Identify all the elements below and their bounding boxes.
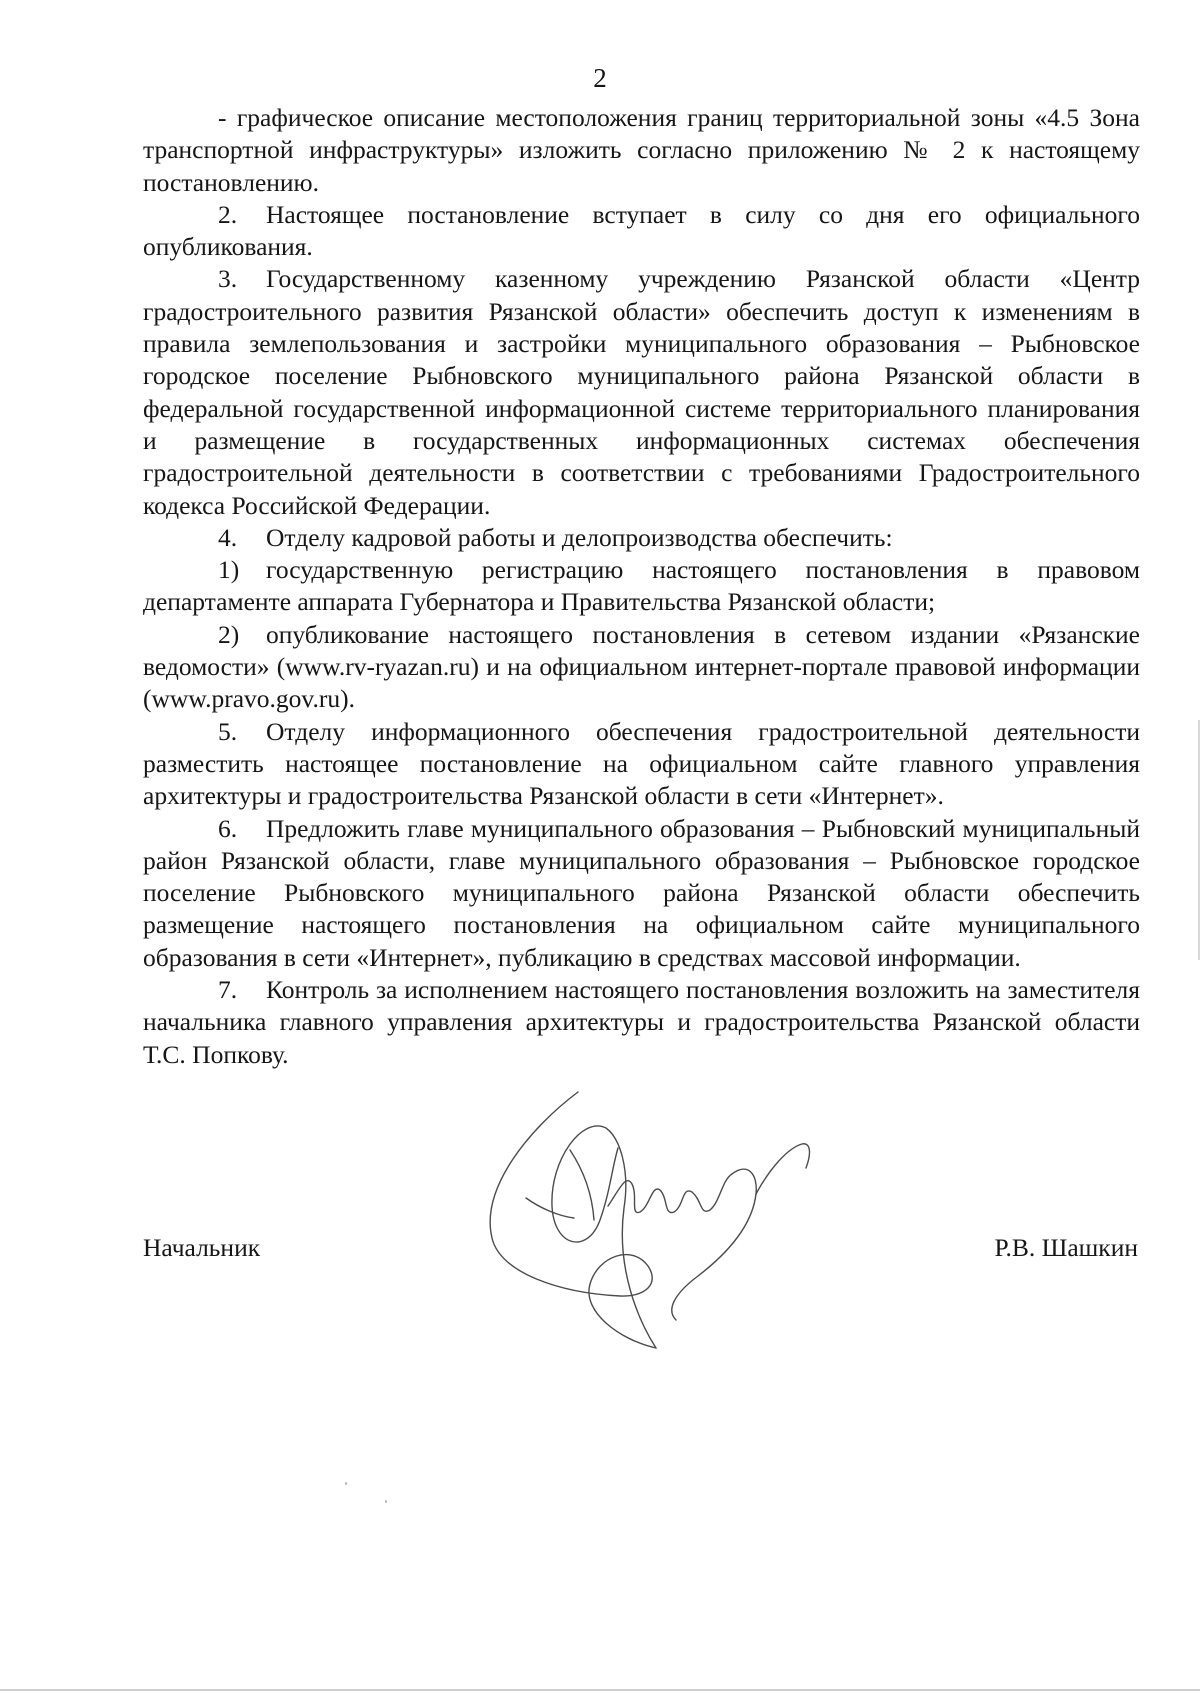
paragraph-item-5 — [143, 716, 1140, 813]
paragraph-subitem-1 — [143, 554, 1140, 619]
paragraph-item-3 — [143, 263, 1140, 521]
paragraph-text: - графическое описание местоположения границ территориальной зоны «4.5 Зона транспортной инфраструктуры» изложить согласно приложению № 2 к настоящему постановлению. — [143, 103, 1140, 197]
scan-speck — [385, 1500, 387, 1503]
subitem-number: 1) — [218, 555, 240, 585]
paragraph-item-7 — [143, 974, 1140, 1071]
signature-block — [143, 1232, 1140, 1272]
document-body — [143, 102, 1140, 1071]
scan-edge-line — [0, 1689, 1200, 1691]
paragraph-subitem-2 — [143, 619, 1140, 716]
item-number: 7. — [218, 975, 238, 1005]
signatory-name: Р.В. Шашкин — [994, 1233, 1138, 1262]
item-number: 6. — [218, 813, 238, 843]
subitem-number: 2) — [218, 619, 240, 649]
paragraph-text: Предложить главе муниципального образования – Рыбновский муниципальный район Рязанской области, главе муниципального образования – Рыбновское городское поселение Рыбновского муниципального района Рязанской области обеспечить размещение настоящего постановления на официальном сайте муниципального образования в сети «Интернет», публикацию в средствах массовой информации. — [143, 813, 1140, 972]
paragraph-item-4 — [143, 522, 1140, 554]
signatory-position: Начальник — [143, 1233, 261, 1262]
paragraph-text: Государственному казенному учреждению Рязанской области «Центр градостроительного развития Рязанской области» обеспечить доступ к изменениям в правила землепользования и застройки муниципального образования – Рыбновское городское поселение Рыбновского муниципального района Рязанской области в федеральной государственной информационной системе территориального планирования и размещение в государственных информационных системах обеспечения градостроительной деятельности в соответствии с требованиями Градостроительного кодекса Российской Федерации. — [143, 264, 1140, 520]
paragraph-text: опубликование настоящего постановления в сетевом издании «Рязанские ведомости» (www.rv-ryazan.ru) и на официальном интернет-портале правовой информации (www.pravo.gov.ru). — [143, 619, 1140, 714]
page-number: 2 — [593, 63, 607, 93]
paragraph-text: Контроль за исполнением настоящего постановления возложить на заместителя начальника главного управления архитектуры и градостроительства Рязанской области Т.С. Попкову. — [143, 975, 1140, 1069]
paragraph-zone-description — [143, 102, 1140, 199]
item-number: 5. — [218, 716, 238, 746]
paragraph-item-2 — [143, 199, 1140, 264]
item-number: 4. — [218, 522, 238, 552]
scan-speck — [345, 1482, 347, 1485]
paragraph-text: государственную регистрацию настоящего постановления в правовом департаменте аппарата Губернатора и Правительства Рязанской области; — [143, 555, 1140, 617]
item-number: 2. — [218, 199, 238, 229]
paragraph-text: Настоящее постановление вступает в силу со дня его официального опубликования. — [143, 199, 1140, 262]
paragraph-text: Отделу информационного обеспечения градостроительной деятельности разместить настоящее постановление на официальном сайте главного управления архитектуры и градостроительства Рязанской области в сети «Интернет». — [143, 716, 1140, 811]
item-number: 3. — [218, 264, 238, 294]
paragraph-item-6 — [143, 813, 1140, 974]
paragraph-text: Отделу кадровой работы и делопроизводства обеспечить: — [266, 522, 893, 552]
